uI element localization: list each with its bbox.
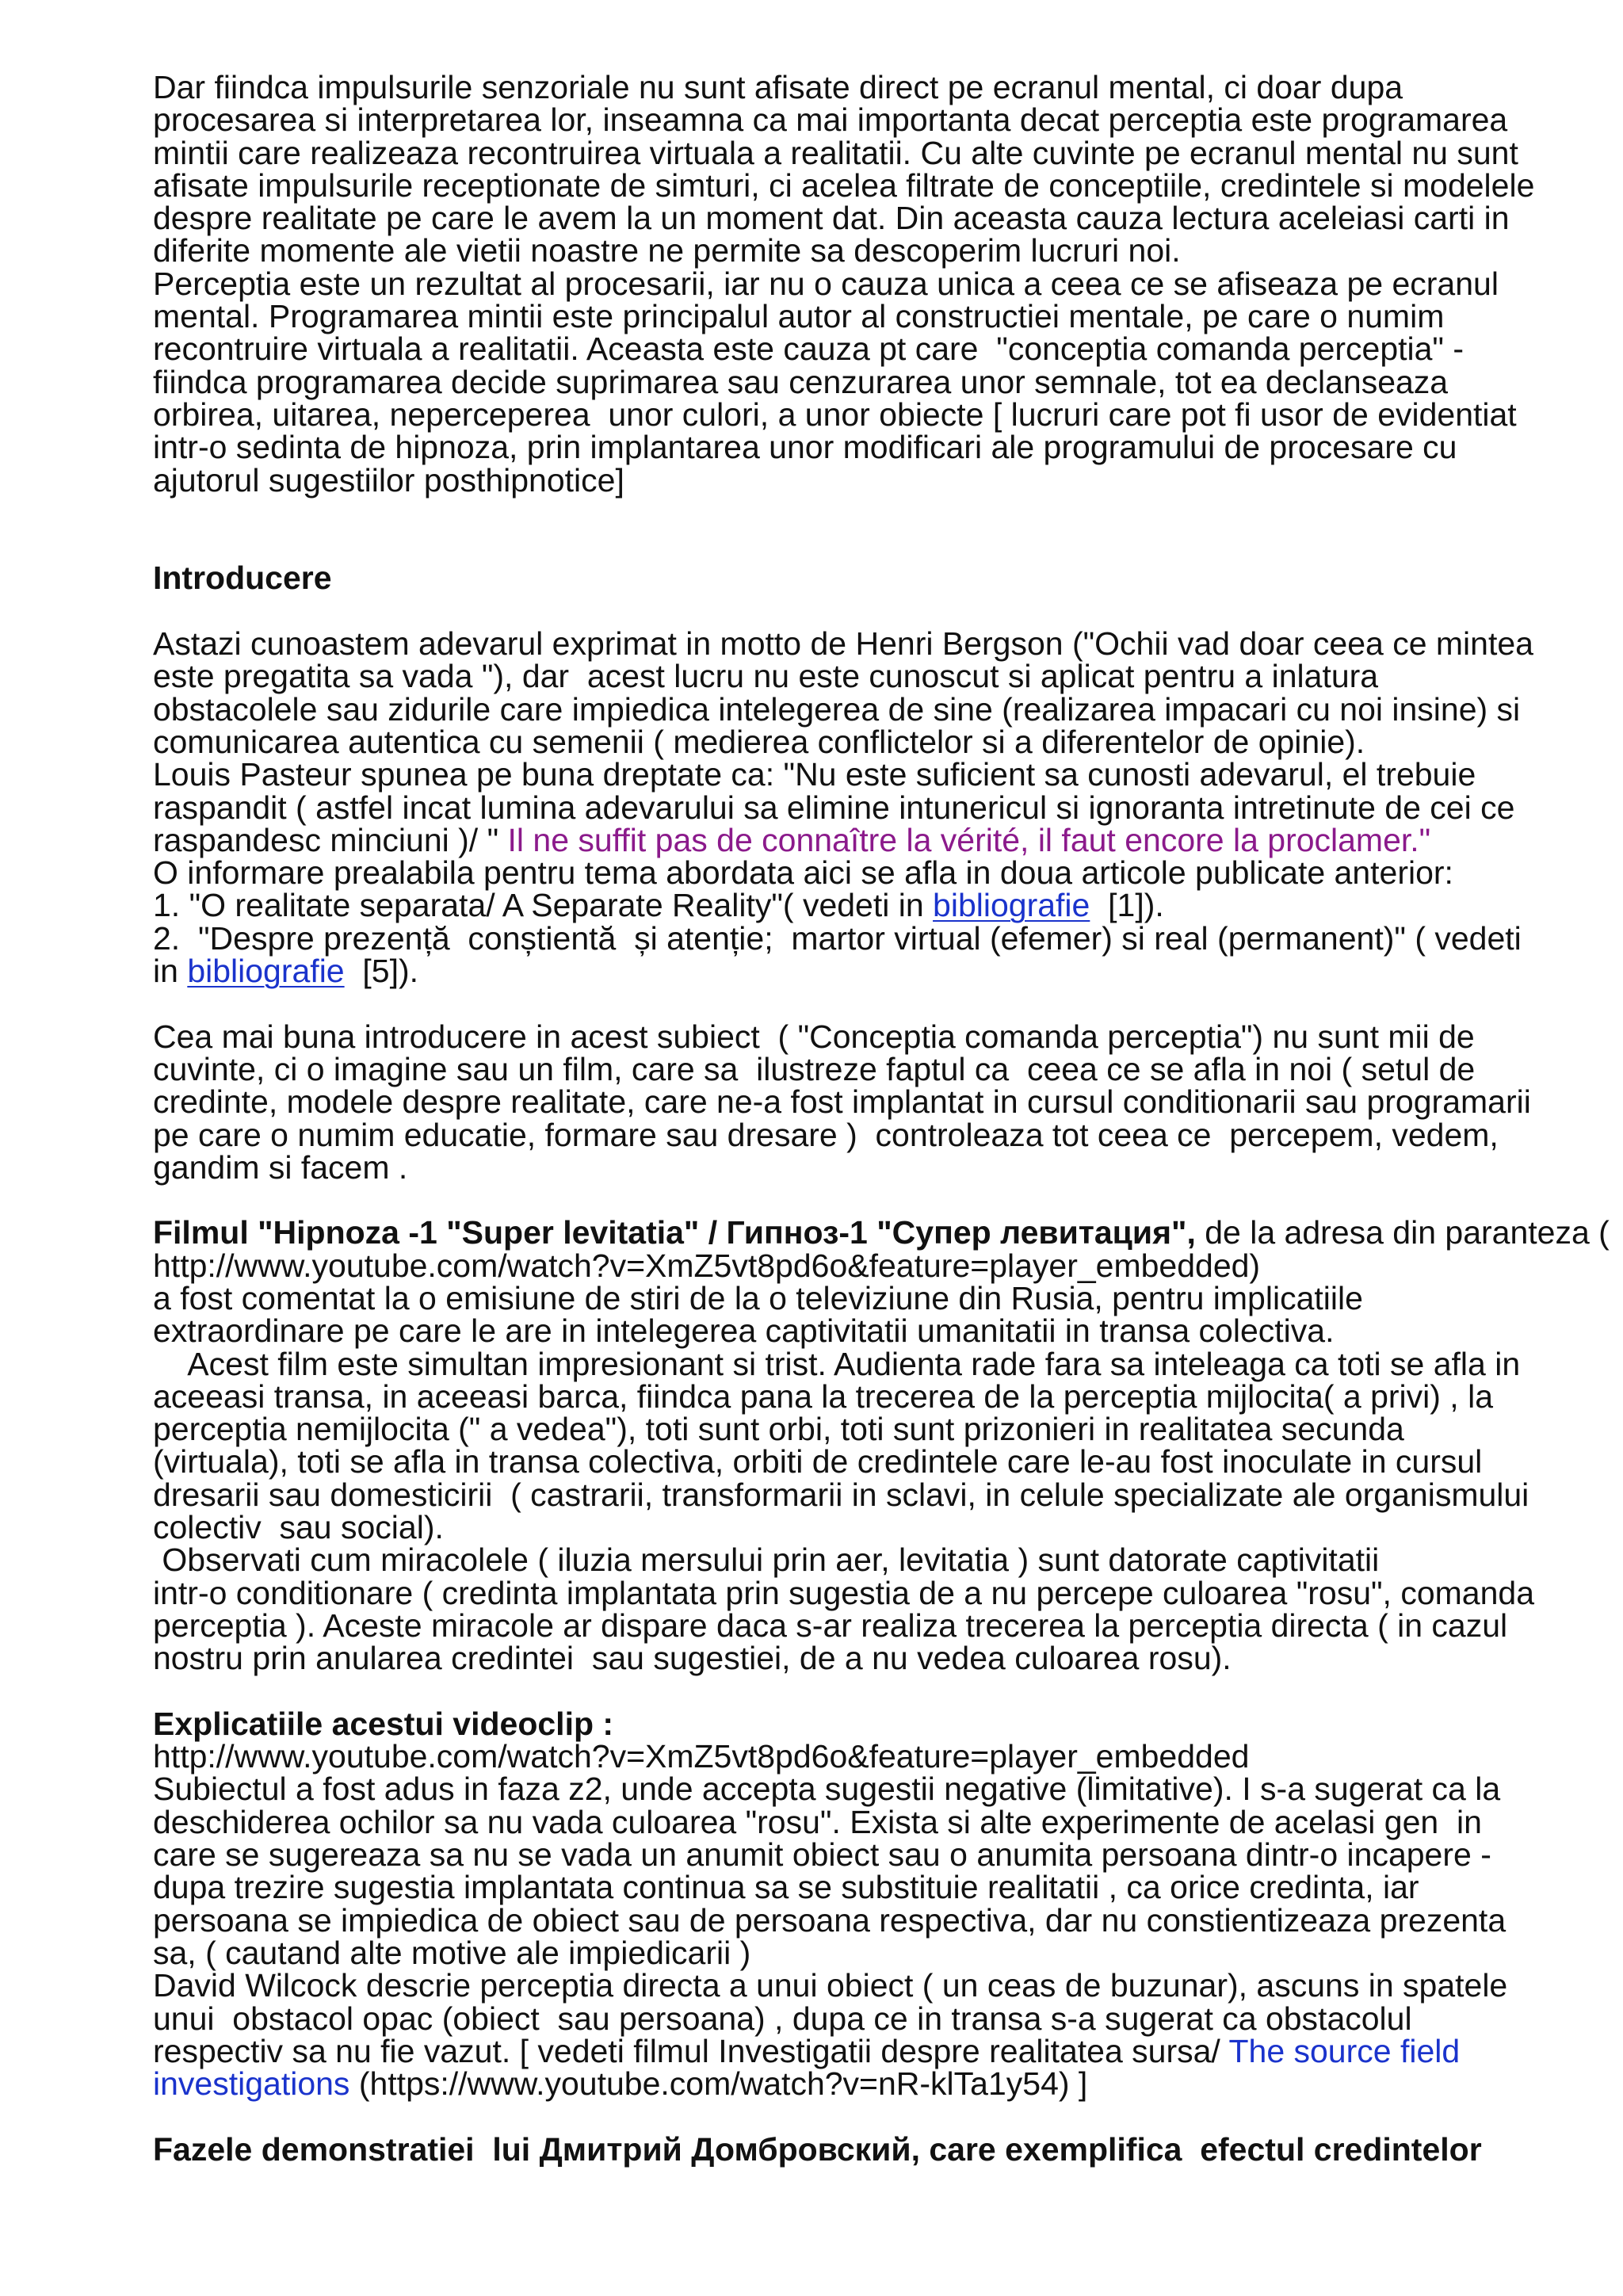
text-line: (virtuala), toti se afla in transa colectiva, orbiti de credintele care le-au fost inoculate in cursul <box>153 1443 1483 1480</box>
reference-line-2-cont <box>153 955 1595 988</box>
text-line: Perceptia este un rezultat al procesarii, iar nu o cauza unica a ceea ce se afiseaza pe ecranul <box>153 265 1499 302</box>
text-line: perceptia nemijlocita (" a vedea"), toti sunt orbi, toti sunt prizonieri in realitatea secunda <box>153 1411 1404 1448</box>
text-line: procesarea si interpretarea lor, inseamna ca mai importanta decat perceptia este programarea <box>153 101 1508 139</box>
text-segment: raspandesc minciuni )/ " <box>153 821 508 858</box>
spacer <box>153 988 1595 1020</box>
text-line: credinte, modele despre realitate, care ne-a fost implantat in cursul conditionarii sau programarii <box>153 1083 1531 1121</box>
text-line: deschiderea ochilor sa nu vada culoarea "rosu". Exista si alte experimente de acelasi gen in <box>153 1803 1482 1840</box>
film-title: Filmul "Hipnoza -1 "Super levitatia" / Гипноз-1 "Супер левитация", <box>153 1214 1196 1251</box>
text-line: fiindca programarea decide suprimarea sau cenzurarea unor semnale, tot ea declanseaza <box>153 363 1449 400</box>
text-line: mental. Programarea mintii este principalul autor al constructiei mentale, pe care o numim <box>153 298 1445 335</box>
text-line: Observati cum miracolele ( iluzia mersului prin aer, levitatia ) sunt datorate captivitatii <box>153 1541 1380 1579</box>
text-line: este pregatita sa vada "), dar acest lucru nu este cunoscut si aplicat pentru a inlatura <box>153 658 1379 695</box>
text-line: intr-o sedinta de hipnoza, prin implantarea unor modificari ale programului de procesare cu <box>153 429 1457 466</box>
text-line: O informare prealabila pentru tema abordata aici se afla in doua articole publicate anterior: <box>153 854 1453 892</box>
spacer <box>153 1184 1595 1217</box>
text-segment: [5]). <box>344 953 419 990</box>
text-segment: (https://www.youtube.com/watch?v=nR-klTa1y54) ] <box>349 2065 1088 2103</box>
text-line: cuvinte, ci o imagine sau un film, care sa ilustreze faptul ca ceea ce se afla in noi ( setul de <box>153 1050 1476 1087</box>
text-line: raspandit ( astfel incat lumina adevarului sa elimine intunericul si ignoranta intretinute de cei ce <box>153 789 1515 826</box>
text-line: unui obstacol opac (obiect sau persoana) , dupa ce in transa s-a sugerat ca obstacolul <box>153 2000 1412 2037</box>
text-line: recontruire virtuala a realitatii. Aceasta este cauza pt care "conceptia comanda perceptia" - <box>153 330 1465 368</box>
text-line: a fost comentat la o emisiune de stiri de la o televiziune din Rusia, pentru implicatiile <box>153 1279 1363 1316</box>
text-line: orbirea, uitarea, neperceperea unor culori, a unor obiecte [ lucruri care pot fi usor de evidentiat <box>153 395 1517 433</box>
text-line: dupa trezire sugestia implantata continua sa se substituie realitatii , ca orice credinta, iar <box>153 1869 1419 1906</box>
source-field-line <box>153 2032 1595 2069</box>
text-line: care se sugereaza sa nu se vada un anumit obiect sau o anumita persoana dintr-o incapere - <box>153 1836 1491 1874</box>
quote-line <box>153 821 1595 858</box>
source-field-link[interactable]: The source field <box>1228 2032 1461 2069</box>
text-line: ajutorul sugestiilor posthipnotice] <box>153 461 624 499</box>
spacer <box>153 595 1595 628</box>
bibliography-link[interactable]: bibliografie <box>933 887 1090 924</box>
text-line: nostru prin anularea credintei sau sugestiei, de a nu vedea culoarea rosu). <box>153 1640 1232 1677</box>
text-line: colectiv sau social). <box>153 1509 444 1546</box>
text-line: Dar fiindca impulsurile senzoriale nu sunt afisate direct pe ecranul mental, ci doar dupa <box>153 69 1403 105</box>
reference-line-2: 2. "Despre prezență conștientă și atenție; martor virtual (efemer) si real (permanent)" ( vedeti <box>153 919 1522 957</box>
text-line: obstacolele sau zidurile care impiedica intelegerea de sine (realizarea impacari cu noi insine) si <box>153 690 1521 728</box>
section-heading-explicatii: Explicatiile acestui videoclip : <box>153 1705 614 1742</box>
text-line: comunicarea autentica cu semenii ( medierea conflictelor si a diferentelor de opinie). <box>153 723 1365 760</box>
text-line: afisate impulsurile receptionate de simturi, ci acelea filtrate de conceptiile, credintele si modelele <box>153 166 1535 204</box>
document-page <box>153 69 1610 2168</box>
text-line: Acest film este simultan impresionant si trist. Audienta rade fara sa inteleaga ca toti se afla in <box>153 1345 1521 1382</box>
text-line: aceeasi transa, in aceeasi barca, fiindca pana la trecerea de la perceptia mijlocita( a privi) , la <box>153 1377 1493 1415</box>
text-line: persoana se impiedica de obiect sau de persoana respectiva, dar nu constientizeaza prezenta <box>153 1901 1507 1939</box>
source-field-link[interactable]: investigations <box>153 2065 350 2103</box>
spacer <box>153 1675 1595 1708</box>
text-segment: de la adresa din paranteza ( <box>1195 1214 1610 1251</box>
text-line: perceptia ). Aceste miracole ar dispare daca s-ar realiza trecerea la perceptia directa ( in cazul <box>153 1606 1508 1644</box>
text-line: mintii care realizeaza recontruirea virtuala a realitatii. Cu alte cuvinte pe ecranul mental nu sunt <box>153 134 1518 171</box>
spacer <box>153 497 1595 529</box>
text-line: Astazi cunoastem adevarul exprimat in motto de Henri Bergson ("Ochii vad doar ceea ce mintea <box>153 625 1533 663</box>
text-line: intr-o conditionare ( credinta implantata prin sugestia de a nu percepe culoarea "rosu", comanda <box>153 1574 1535 1611</box>
text-line: pe care o numim educatie, formare sau dresare ) controleaza tot ceea ce percepem, vedem, <box>153 1116 1499 1153</box>
text-segment: [1]). <box>1090 887 1164 924</box>
url-line: http://www.youtube.com/watch?v=XmZ5vt8pd6o&feature=player_embedded) <box>153 1247 1261 1284</box>
spacer <box>153 529 1595 562</box>
text-line: Louis Pasteur spunea pe buna dreptate ca: "Nu este suficient sa cunosti adevarul, el trebuie <box>153 756 1476 793</box>
text-segment: in <box>153 953 188 990</box>
spacer <box>153 2100 1595 2133</box>
film-heading-line <box>153 1214 1610 1251</box>
reference-line-1 <box>153 889 1595 922</box>
french-quote: Il ne suffit pas de connaître la vérité, il faut encore la proclamer." <box>507 821 1431 858</box>
text-line: sa, ( cautand alte motive ale impiedicarii ) <box>153 1934 751 1971</box>
text-line: Subiectul a fost adus in faza z2, unde accepta sugestii negative (limitative). I s-a sugerat ca la <box>153 1771 1501 1808</box>
text-line: diferite momente ale vietii noastre ne permite sa descoperim lucruri noi. <box>153 232 1181 269</box>
section-heading-introducere: Introducere <box>153 560 332 597</box>
url-line: http://www.youtube.com/watch?v=XmZ5vt8pd6o&feature=player_embedded <box>153 1738 1250 1775</box>
source-field-line-cont <box>153 2065 1595 2103</box>
bibliography-link[interactable]: bibliografie <box>187 953 345 990</box>
text-segment: 1. "O realitate separata/ A Separate Reality"( vedeti in <box>153 887 934 924</box>
section-heading-fazele: Fazele demonstratiei lui Дмитрий Домбровский, care exemplifica efectul credintelor <box>153 2130 1482 2168</box>
text-segment: respectiv sa nu fie vazut. [ vedeti filmul Investigatii despre realitatea sursa/ <box>153 2032 1229 2069</box>
text-line: extraordinare pe care le are in intelegerea captivitatii umanitatii in transa colectiva. <box>153 1312 1335 1350</box>
text-line: dresarii sau domesticirii ( castrarii, transformarii in sclavi, in celule specializate ale organismului <box>153 1476 1529 1513</box>
text-line: despre realitate pe care le avem la un moment dat. Din aceasta cauza lectura aceleiasi carti in <box>153 200 1510 237</box>
text-line: David Wilcock descrie perceptia directa a unui obiect ( un ceas de buzunar), ascuns in spatele <box>153 1967 1508 2004</box>
text-line: gandim si facem . <box>153 1148 408 1186</box>
text-line: Cea mai buna introducere in acest subiect ( "Conceptia comanda perceptia") nu sunt mii de <box>153 1018 1475 1055</box>
